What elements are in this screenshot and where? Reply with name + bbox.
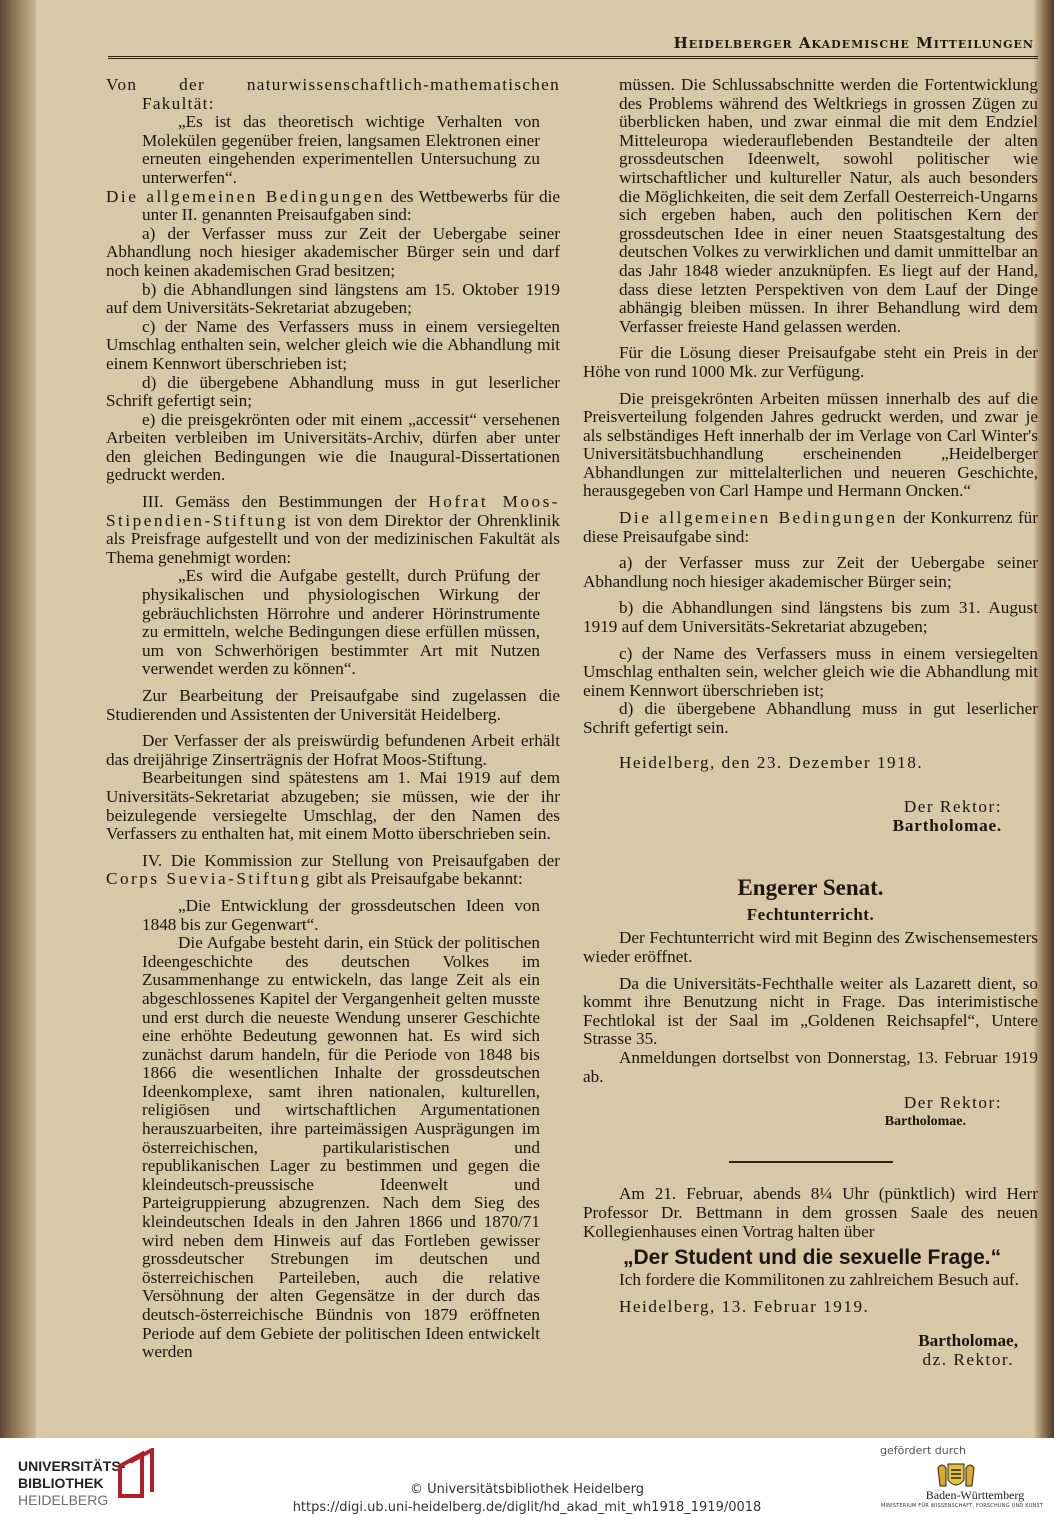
prize-question-physics: „Es ist das theoretisch wichtige Verhalten von Molekülen gegenüber freien, langsamen Elektronen einer erneuten eingehenden experimentellen Untersuchung zu unterwerfen“. (142, 112, 540, 187)
faculty-heading: Von der naturwissenschaftlich-mathematischen Fakultät: (106, 75, 560, 113)
competition-condition-d: d) die übergebene Abhandlung muss in gut leserlicher Schrift gefertigt sein. (583, 699, 1038, 737)
prize-question-history: „Die Entwicklung der grossdeutschen Ideen von 1848 bis zur Gegenwart“. (142, 895, 540, 934)
left-column (106, 76, 560, 1362)
running-title: Heidelberger Akademische Mitteilungen (673, 34, 1034, 52)
fencing-paragraph-3: Anmeldungen dortselbst von Donnerstag, 13. Februar 1919 ab. (583, 1047, 1038, 1086)
section-iii-text: ist von dem Direktor der Ohrenklinik als Preisfrage aufgestellt und von der medizinischen Fakultät als Thema genehmigt worden: (106, 510, 560, 567)
section-subtitle-fechtunterricht: Fechtunterricht. (746, 905, 875, 925)
rector-title-3: dz. Rektor. (922, 1349, 1014, 1369)
publication-terms: Die preisgekrönten Arbeiten müssen innerhalb des auf die Preisverteilung folgenden Jahres gedruckt werden, und zwar je als selbständiges Heft innerhalb der im Verlage von Carl Winter's Universitätsbuchhandlung erscheinenden „Heidelberger Abhandlungen zur mittelalterlichen und neueren Geschichte, herausgegeben von Carl Hampe und Hermann Oncken.“ (583, 388, 1038, 501)
moos-foundation-name: Hofrat Moos-Stipendien-Stiftung (106, 492, 560, 530)
dateline-1919: Heidelberg, 13. Februar 1919. (619, 1296, 870, 1316)
suevia-foundation-name: Corps Suevia-Stiftung (106, 869, 312, 889)
condition-a: a) der Verfasser muss zur Zeit der Uebergabe seiner Abhandlung noch hiesiger akademischer Bürger sein und darf noch keinen akademischen Grad besitzen; (106, 223, 560, 280)
prize-question-hearing: „Es wird die Aufgabe gestellt, durch Prüfung der physikalischen und physiologischen Wirkung der gebräuchlichsten Hörrohre und anderer Hörinstrumente zu ermitteln, welche Bedingungen diese erfüllen müssen, um von Schwerhörigen bestimmter Art mit Nutzen verwendet werden zu können“. (142, 566, 540, 679)
rector-signature-3: Bartholomae, (918, 1331, 1018, 1351)
prize-amount: Für die Lösung dieser Preisaufgabe steht ein Preis in der Höhe von rund 1000 Mk. zur Verfügung. (583, 343, 1038, 381)
permalink-url[interactable]: https://digi.ub.uni-heidelberg.de/diglit/hd_akad_mit_wh1918_1919/0018 (292, 1500, 762, 1515)
section-iii (106, 493, 560, 567)
funded-by-label: gefördert durch (880, 1444, 967, 1457)
competition-conditions-intro (583, 509, 1038, 546)
rector-label-2: Der Rektor: (903, 1093, 1002, 1113)
fencing-paragraph-2: Da die Universitäts-Fechthalle weiter als Lazarett dient, so kommt ihre Benutzung nicht in Frage. Das interimistische Fechtlokal ist der Saal im „Goldenen Reichsapfel“, Untere Strasse 35. (583, 973, 1038, 1049)
library-footer (0, 1438, 1054, 1515)
task-description-continued: müssen. Die Schlussabschnitte werden die Fortentwicklung des Problems während des Weltkriegs in grossen Zügen zu überblicken haben, und zwar einmal die mit dem Endziel Mitteleuropa wiederauflebenden Bestandteile der alten grossdeutschen Ideenwelt, sowohl politischer wie wirtschaftlicher und kultureller Natur, als auch besonders die Möglichkeiten, die seit dem Zerfall Oesterreich-Ungarns sich ergeben haben, auch den politischen Kern der grossdeutschen Idee in einer neuen Staatsgestaltung des deutschen Volkes zu verwirklichen und damit unmittelbar an das Jahr 1848 wieder anzuknüpfen. Es liegt auf der Hand, dass diese letzten Perspektiven von dem Lauf der Dinge abhängig bleiben müssen. In ihrer Behandlung wird dem Verfasser freieste Hand gelassen werden. (619, 75, 1038, 336)
running-header (108, 34, 1038, 59)
section-iv (106, 852, 560, 889)
section-iv-text: gibt als Preisaufgabe bekannt: (311, 869, 523, 889)
dateline-1918: Heidelberg, den 23. Dezember 1918. (619, 752, 924, 772)
competition-condition-b: b) die Abhandlungen sind längstens bis zum 31. August 1919 auf dem Universitäts-Sekretariat abzugeben; (583, 598, 1038, 637)
logo-line-2: BIBLIOTHEK (18, 1475, 104, 1491)
general-conditions-label: Die allgemeinen Bedingungen (106, 186, 385, 206)
copyright-notice: © Universitätsbibliothek Heidelberg (409, 1482, 644, 1497)
ministry-name: MINISTERIUM FÜR WISSENSCHAFT, FORSCHUNG UND KUNST (880, 1503, 1044, 1509)
general-conditions-text: des Wettbewerbs für die unter II. genannten Preisaufgaben sind: (142, 186, 560, 225)
section-divider (729, 1161, 893, 1163)
logo-line-1: UNIVERSITÄTS- (18, 1458, 126, 1474)
condition-c: c) der Name des Verfassers muss in einem versiegelten Umschlag enthalten sein, welcher gleich wie die Abhandlung mit einem Kennwort überschrieben ist; (106, 316, 560, 373)
lecture-title: „Der Student und die sexuelle Frage.“ (623, 1246, 1002, 1270)
lecture-announcement: Am 21. Februar, abends 8¼ Uhr (pünktlich) wird Herr Professor Dr. Bettmann in dem grossen Saale des neuen Kollegienhauses einen Vortrag halten über (583, 1184, 1038, 1241)
competition-conditions-text: der Konkurrenz für diese Preisaufgabe sind: (583, 508, 1038, 546)
fencing-paragraph-1: Der Fechtunterricht wird mit Beginn des Zwischensemesters wieder eröffnet. (583, 928, 1038, 966)
state-name: Baden-Württemberg (925, 1488, 1025, 1502)
competition-condition-c: c) der Name des Verfassers muss in einem versiegelten Umschlag enthalten sein, welcher gleich wie die Abhandlung mit einem Kennwort überschrieben ist; (583, 643, 1038, 700)
page-edge-left (0, 0, 36, 1438)
deadline-paragraph: Bearbeitungen sind spätestens am 1. Mai 1919 auf dem Universitäts-Sekretariat abzugeben; sie müssen, wie der ihr beizulegende versiegelte Umschlag, der den Namen des Verfassers zu enthalten hat, mit einem Motto überschrieben sein. (106, 768, 560, 844)
condition-e: e) die preisgekrönten oder mit einem „accessit“ versehenen Arbeiten verbleiben im Universitäts-Archiv, dürfen aber unter den gleichen Bedingungen wie die Inaugural-Dissertationen gedruckt werden. (106, 409, 560, 485)
general-conditions-intro (106, 188, 560, 225)
logo-line-3: HEIDELBERG (18, 1492, 109, 1508)
condition-d: d) die übergebene Abhandlung muss in gut leserlicher Schrift gefertigt sein; (106, 372, 560, 411)
condition-b: b) die Abhandlungen sind längstens am 15. Oktober 1919 auf dem Universitäts-Sekretariat abzugeben; (106, 279, 560, 318)
competition-condition-a: a) der Verfasser muss zur Zeit der Uebergabe seiner Abhandlung noch hiesiger akademischer Bürger sein; (583, 553, 1038, 591)
section-iv-intro: IV. Die Kommission zur Stellung von Preisaufgaben der (142, 850, 560, 870)
section-iii-intro: III. Gemäss den Bestimmungen der (142, 492, 429, 512)
competition-conditions-label: Die allgemeinen Bedingungen (619, 508, 898, 528)
rector-signature-1: Bartholomae. (892, 815, 1002, 835)
admission-paragraph: Zur Bearbeitung der Preisaufgabe sind zugelassen die Studierenden und Assistenten der Universität Heidelberg. (106, 686, 560, 724)
section-title-engerer-senat: Engerer Senat. (737, 875, 884, 901)
award-paragraph: Der Verfasser der als preiswürdig befundenen Arbeit erhält das dreijährige Zinserträgnis der Hofrat Moos-Stiftung. (106, 731, 560, 769)
right-column (583, 76, 1038, 1369)
lecture-invitation: Ich fordere die Kommilitonen zu zahlreichem Besuch auf. (619, 1270, 1019, 1290)
rector-signature-2: Bartholomae. (884, 1113, 966, 1129)
task-description: Die Aufgabe besteht darin, ein Stück der politischen Ideengeschichte des deutschen Volkes im Zusammenhange zu entwickeln, das lange Zeit als ein abgeschlossenes Kapitel der Vergangenheit gelten musste und erst durch die neueste Wendung unserer Geschichte eine erhöhte Bedeutung gewonnen hat. Es wird sich zunächst darum handeln, für die Periode von 1848 bis 1866 die wesentlichen Inhalte der grossdeutschen Ideenkomplexe, samt ihren nationalen, kulturellen, religiösen und wirtschaftlichen Argumentationen herauszuarbeiten, ihre parteimässigen Ausprägungen im österreichischen, partikularistischen und republikanischen Lager zu bestimmen und gegen die kleindeutsch-preussische Ideenwelt und Parteigruppierung abzugrenzen. Nach dem Sieg des kleindeutschen Ideals in den Jahren 1866 und 1870/71 wird neben dem Hinweis auf das Fortleben gewisser grossdeutscher Strebungen im deutschen und österreichischen Parteileben, auch die relative Versöhnung der alten Gegensätze in der durch das deutsch-österreichische Bündnis von 1879 eröffneten Periode auf dem Gebiete der politischen Ideen entwickelt werden (142, 933, 540, 1362)
rector-label-1: Der Rektor: (903, 797, 1002, 817)
